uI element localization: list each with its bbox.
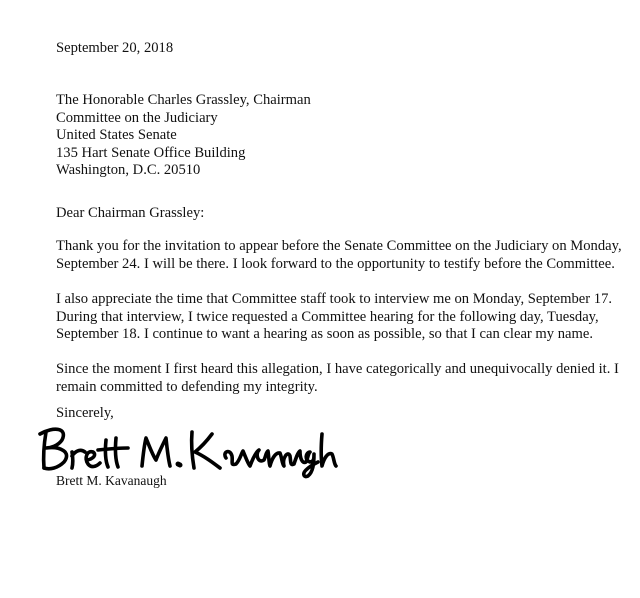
paragraph-line: Thank you for the invitation to appear before the Senate Committee on the Judiciary on Monday, <box>56 238 622 254</box>
paragraph-line: I also appreciate the time that Committee staff took to interview me on Monday, September 17. <box>56 291 613 307</box>
recipient-line: United States Senate <box>56 127 177 143</box>
salutation: Dear Chairman Grassley: <box>56 205 205 221</box>
recipient-line: The Honorable Charles Grassley, Chairman <box>56 92 311 108</box>
body-paragraph <box>56 238 622 273</box>
body-paragraph <box>56 291 616 344</box>
signer-name: Brett M. Kavanaugh <box>56 473 167 488</box>
letter-date: September 20, 2018 <box>56 40 174 56</box>
handwritten-signature <box>32 418 342 480</box>
recipient-address <box>56 92 311 180</box>
paragraph-line: During that interview, I twice requested a Committee hearing for the following day, Tuesday, <box>56 308 599 325</box>
paragraph-line: remain committed to defending my integrity. <box>56 378 318 395</box>
recipient-line: Committee on the Judiciary <box>56 109 218 126</box>
paragraph-line: September 18. I continue to want a hearing as soon as possible, so that I can clear my name. <box>56 326 593 342</box>
body-paragraph <box>56 361 619 396</box>
paragraph-line: September 24. I will be there. I look forward to the opportunity to testify before the Committee. <box>56 255 615 272</box>
paragraph-line: Since the moment I first heard this allegation, I have categorically and unequivocally denied it. I <box>56 361 619 377</box>
recipient-line: Washington, D.C. 20510 <box>56 162 201 178</box>
closing: Sincerely, <box>56 405 114 421</box>
recipient-line: 135 Hart Senate Office Building <box>56 144 246 161</box>
